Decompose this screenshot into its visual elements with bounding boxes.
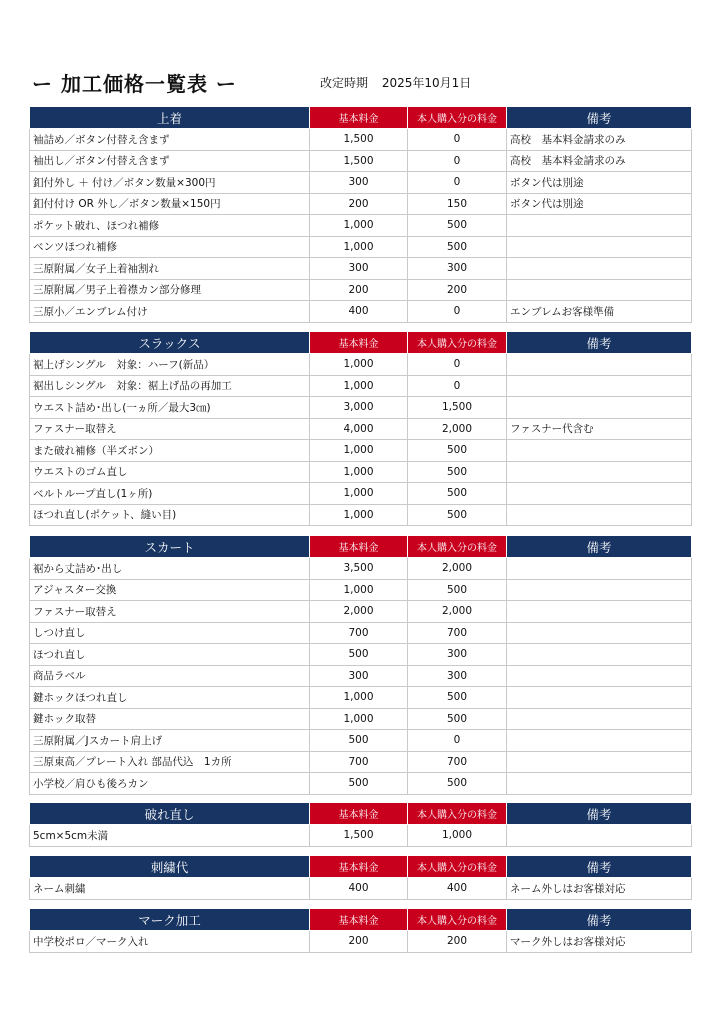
self-purchase-fee: 0 — [408, 172, 507, 194]
self-purchase-fee-header: 本人購入分の料金 — [408, 536, 507, 558]
item-name: 小学校／肩ひも後ろカン — [30, 773, 310, 795]
section-title: 刺繍代 — [30, 856, 310, 878]
base-fee: 1,500 — [310, 825, 408, 847]
note: 高校 基本料金請求のみ — [507, 129, 692, 151]
price-table — [29, 855, 692, 900]
self-purchase-fee: 700 — [408, 622, 507, 644]
price-table — [29, 535, 692, 795]
item-name: ポケット破れ、ほつれ補修 — [30, 215, 310, 237]
note — [507, 215, 692, 237]
base-fee-header: 基本料金 — [310, 803, 408, 825]
base-fee: 3,000 — [310, 397, 408, 419]
self-purchase-fee: 500 — [408, 215, 507, 237]
item-name: ファスナー取替え — [30, 601, 310, 623]
self-purchase-fee-header: 本人購入分の料金 — [408, 332, 507, 354]
table-row — [30, 579, 692, 601]
item-name: ウエスト詰め･出し(一ヵ所／最大3㎝) — [30, 397, 310, 419]
self-purchase-fee: 500 — [408, 236, 507, 258]
base-fee: 2,000 — [310, 601, 408, 623]
item-name: 釦付付け OR 外し／ボタン数量×150円 — [30, 193, 310, 215]
base-fee: 400 — [310, 301, 408, 323]
self-purchase-fee: 300 — [408, 258, 507, 280]
self-purchase-fee: 2,000 — [408, 558, 507, 580]
table-row — [30, 665, 692, 687]
item-name: ウエストのゴム直し — [30, 461, 310, 483]
note — [507, 354, 692, 376]
revised-label: 改定時期 — [320, 76, 369, 90]
table-row — [30, 825, 692, 847]
note: ボタン代は別途 — [507, 172, 692, 194]
base-fee: 4,000 — [310, 418, 408, 440]
section-embroidery — [29, 855, 691, 900]
self-purchase-fee: 2,000 — [408, 418, 507, 440]
self-purchase-fee: 500 — [408, 440, 507, 462]
base-fee: 1,500 — [310, 150, 408, 172]
base-fee: 1,000 — [310, 354, 408, 376]
base-fee: 1,000 — [310, 236, 408, 258]
note — [507, 279, 692, 301]
note — [507, 622, 692, 644]
item-name: しつけ直し — [30, 622, 310, 644]
table-row — [30, 279, 692, 301]
page-header — [32, 68, 692, 98]
self-purchase-fee: 500 — [408, 687, 507, 709]
table-row — [30, 258, 692, 280]
table-row — [30, 418, 692, 440]
base-fee: 1,500 — [310, 129, 408, 151]
price-table — [29, 908, 692, 953]
self-purchase-fee-header: 本人購入分の料金 — [408, 107, 507, 129]
self-purchase-fee: 0 — [408, 150, 507, 172]
base-fee-header: 基本料金 — [310, 856, 408, 878]
self-purchase-fee: 500 — [408, 483, 507, 505]
item-name: ネーム刺繍 — [30, 878, 310, 900]
item-name: ファスナー取替え — [30, 418, 310, 440]
table-row — [30, 687, 692, 709]
note — [507, 258, 692, 280]
item-name: 鍵ホック取替 — [30, 708, 310, 730]
section-header-row — [30, 332, 692, 354]
page-title: ー 加工価格一覧表 ー — [32, 72, 237, 96]
table-row — [30, 150, 692, 172]
item-name: アジャスター交換 — [30, 579, 310, 601]
notes-header: 備考 — [507, 803, 692, 825]
self-purchase-fee: 500 — [408, 461, 507, 483]
note: エンブレムお客様準備 — [507, 301, 692, 323]
note — [507, 601, 692, 623]
note — [507, 579, 692, 601]
table-row — [30, 215, 692, 237]
table-row — [30, 708, 692, 730]
base-fee: 1,000 — [310, 461, 408, 483]
item-name: 鍵ホックほつれ直し — [30, 687, 310, 709]
item-name: ほつれ直し — [30, 644, 310, 666]
base-fee: 3,500 — [310, 558, 408, 580]
table-row — [30, 931, 692, 953]
base-fee: 1,000 — [310, 504, 408, 526]
section-title: 破れ直し — [30, 803, 310, 825]
base-fee: 1,000 — [310, 440, 408, 462]
note — [507, 825, 692, 847]
note — [507, 375, 692, 397]
self-purchase-fee: 500 — [408, 773, 507, 795]
note — [507, 773, 692, 795]
item-name: 三原東高／プレート入れ 部品代込 1カ所 — [30, 751, 310, 773]
self-purchase-fee: 200 — [408, 279, 507, 301]
item-name: 5cm×5cm未満 — [30, 825, 310, 847]
section-title: マーク加工 — [30, 909, 310, 931]
table-row — [30, 129, 692, 151]
table-row — [30, 440, 692, 462]
note — [507, 730, 692, 752]
base-fee: 1,000 — [310, 687, 408, 709]
base-fee: 200 — [310, 193, 408, 215]
table-row — [30, 236, 692, 258]
table-row — [30, 172, 692, 194]
base-fee-header: 基本料金 — [310, 909, 408, 931]
price-table — [29, 106, 692, 323]
item-name: また破れ補修（半ズボン） — [30, 440, 310, 462]
base-fee: 1,000 — [310, 579, 408, 601]
section-title: スラックス — [30, 332, 310, 354]
section-header-row — [30, 536, 692, 558]
base-fee-header: 基本料金 — [310, 107, 408, 129]
self-purchase-fee: 0 — [408, 129, 507, 151]
price-table — [29, 802, 692, 847]
note — [507, 665, 692, 687]
base-fee: 500 — [310, 773, 408, 795]
table-row — [30, 301, 692, 323]
note: ネーム外しはお客様対応 — [507, 878, 692, 900]
note — [507, 708, 692, 730]
item-name: 袖詰め／ボタン付替え含まず — [30, 129, 310, 151]
note: ファスナー代含む — [507, 418, 692, 440]
table-row — [30, 773, 692, 795]
section-header-row — [30, 856, 692, 878]
self-purchase-fee: 0 — [408, 375, 507, 397]
item-name: 商品ラベル — [30, 665, 310, 687]
section-title: 上着 — [30, 107, 310, 129]
section-title: スカート — [30, 536, 310, 558]
section-garment — [29, 106, 691, 323]
table-row — [30, 375, 692, 397]
table-row — [30, 354, 692, 376]
note: 高校 基本料金請求のみ — [507, 150, 692, 172]
base-fee: 400 — [310, 878, 408, 900]
section-skirt — [29, 535, 691, 795]
self-purchase-fee: 500 — [408, 579, 507, 601]
table-row — [30, 397, 692, 419]
base-fee: 700 — [310, 751, 408, 773]
base-fee-header: 基本料金 — [310, 536, 408, 558]
table-row — [30, 193, 692, 215]
base-fee: 300 — [310, 258, 408, 280]
note — [507, 644, 692, 666]
item-name: ベンツほつれ補修 — [30, 236, 310, 258]
notes-header: 備考 — [507, 332, 692, 354]
item-name: 三原小／エンブレム付け — [30, 301, 310, 323]
notes-header: 備考 — [507, 107, 692, 129]
item-name: ベルトループ直し(1ヶ所) — [30, 483, 310, 505]
price-table — [29, 331, 692, 526]
base-fee: 200 — [310, 279, 408, 301]
section-tear-repair — [29, 802, 691, 847]
table-row — [30, 461, 692, 483]
base-fee: 200 — [310, 931, 408, 953]
base-fee-header: 基本料金 — [310, 332, 408, 354]
section-trousers — [29, 331, 691, 526]
table-row — [30, 504, 692, 526]
self-purchase-fee: 1,000 — [408, 825, 507, 847]
note — [507, 483, 692, 505]
note — [507, 687, 692, 709]
self-purchase-fee: 300 — [408, 644, 507, 666]
table-row — [30, 751, 692, 773]
base-fee: 1,000 — [310, 708, 408, 730]
table-row — [30, 644, 692, 666]
item-name: 三原附属／女子上着袖割れ — [30, 258, 310, 280]
section-header-row — [30, 909, 692, 931]
self-purchase-fee: 700 — [408, 751, 507, 773]
base-fee: 1,000 — [310, 375, 408, 397]
note: ボタン代は別途 — [507, 193, 692, 215]
section-header-row — [30, 107, 692, 129]
item-name: 裾から丈詰め･出し — [30, 558, 310, 580]
self-purchase-fee: 0 — [408, 301, 507, 323]
table-row — [30, 622, 692, 644]
note: マーク外しはお客様対応 — [507, 931, 692, 953]
section-mark-processing — [29, 908, 691, 953]
item-name: 釦付外し ＋ 付け／ボタン数量×300円 — [30, 172, 310, 194]
self-purchase-fee-header: 本人購入分の料金 — [408, 909, 507, 931]
table-row — [30, 601, 692, 623]
base-fee: 300 — [310, 172, 408, 194]
item-name: ほつれ直し(ポケット、縫い目) — [30, 504, 310, 526]
note — [507, 751, 692, 773]
base-fee: 500 — [310, 644, 408, 666]
section-header-row — [30, 803, 692, 825]
self-purchase-fee: 500 — [408, 504, 507, 526]
self-purchase-fee: 0 — [408, 730, 507, 752]
item-name: 三原附属／Jスカート肩上げ — [30, 730, 310, 752]
revision-info — [320, 74, 481, 91]
self-purchase-fee: 300 — [408, 665, 507, 687]
self-purchase-fee-header: 本人購入分の料金 — [408, 856, 507, 878]
self-purchase-fee: 200 — [408, 931, 507, 953]
base-fee: 1,000 — [310, 215, 408, 237]
base-fee: 700 — [310, 622, 408, 644]
base-fee: 300 — [310, 665, 408, 687]
note — [507, 558, 692, 580]
note — [507, 461, 692, 483]
item-name: 裾出しシングル 対象：裾上げ品の再加工 — [30, 375, 310, 397]
self-purchase-fee: 1,500 — [408, 397, 507, 419]
revised-date: 2025年10月1日 — [381, 76, 472, 90]
self-purchase-fee: 400 — [408, 878, 507, 900]
table-row — [30, 558, 692, 580]
note — [507, 397, 692, 419]
table-row — [30, 878, 692, 900]
notes-header: 備考 — [507, 909, 692, 931]
self-purchase-fee: 500 — [408, 708, 507, 730]
note — [507, 440, 692, 462]
table-row — [30, 483, 692, 505]
self-purchase-fee-header: 本人購入分の料金 — [408, 803, 507, 825]
self-purchase-fee: 0 — [408, 354, 507, 376]
self-purchase-fee: 150 — [408, 193, 507, 215]
notes-header: 備考 — [507, 536, 692, 558]
note — [507, 236, 692, 258]
item-name: 三原附属／男子上着襟カン部分修理 — [30, 279, 310, 301]
item-name: 中学校ポロ／マーク入れ — [30, 931, 310, 953]
base-fee: 1,000 — [310, 483, 408, 505]
notes-header: 備考 — [507, 856, 692, 878]
item-name: 裾上げシングル 対象：ハーフ(新品） — [30, 354, 310, 376]
item-name: 袖出し／ボタン付替え含まず — [30, 150, 310, 172]
table-row — [30, 730, 692, 752]
self-purchase-fee: 2,000 — [408, 601, 507, 623]
note — [507, 504, 692, 526]
base-fee: 500 — [310, 730, 408, 752]
